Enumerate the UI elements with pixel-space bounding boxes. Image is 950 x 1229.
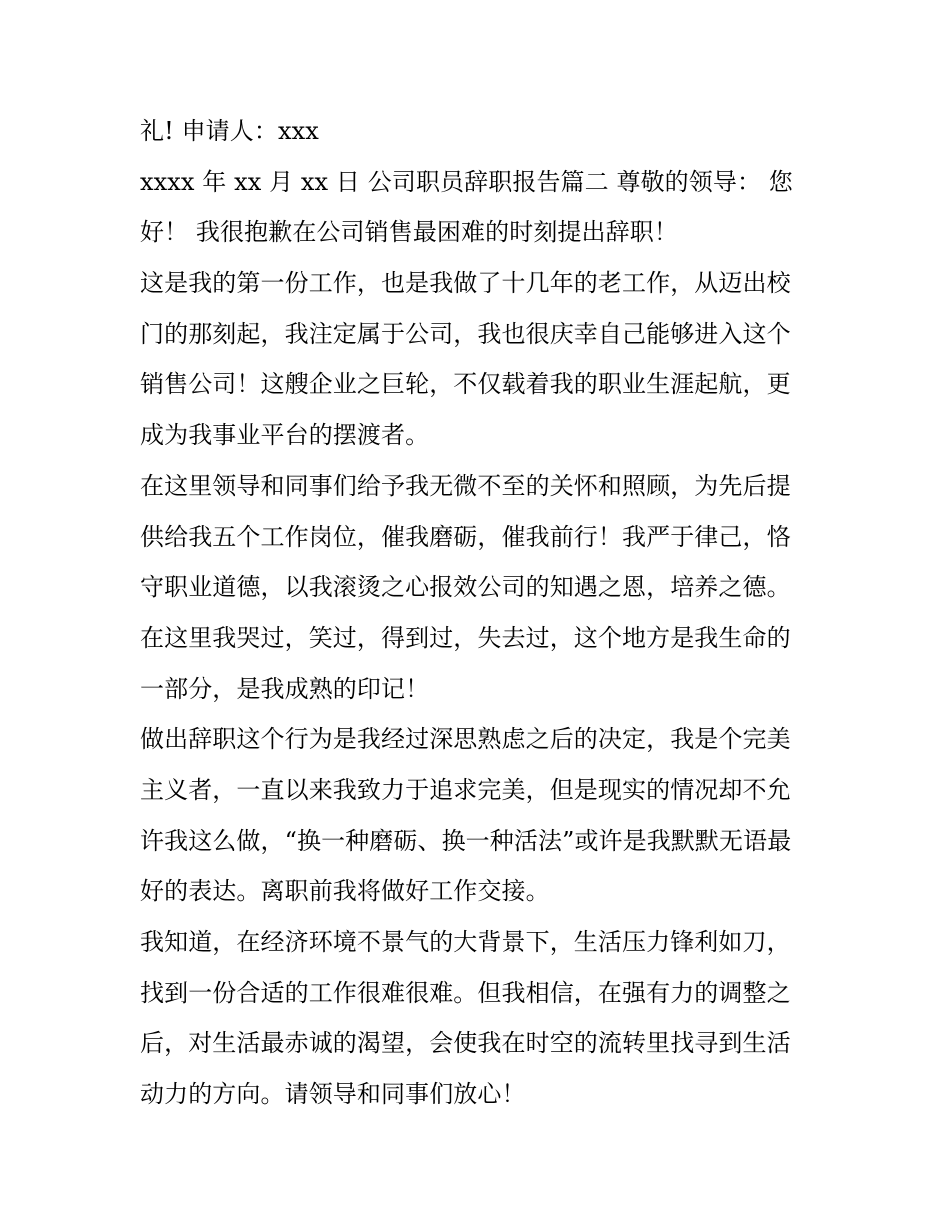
- text-line-15: 许我这么做，“换一种磨砺、换一种活法”或许是我默默无语最: [140, 826, 792, 855]
- text-line-13: 做出辞职这个行为是我经过深思熟虑之后的决定，我是个完美: [140, 725, 791, 754]
- text-line-17: 我知道，在经济环境不景气的大背景下，生活压力锋利如刀，: [140, 928, 791, 956]
- text-line-6: 销售公司！这艘企业之巨轮，不仅载着我的职业生涯起航，更: [140, 370, 791, 399]
- text-line-5: 门的那刻起，我注定属于公司，我也很庆幸自己能够进入这个: [140, 319, 791, 348]
- text-line-8: 在这里领导和同事们给予我无微不至的关怀和照顾，为先后提: [140, 471, 791, 500]
- text-line-11: 在这里我哭过，笑过，得到过，失去过，这个地方是我生命的: [140, 623, 791, 652]
- text-line-19: 后，对生活最赤诚的渴望，会使我在时空的流转里找寻到生活: [140, 1029, 791, 1058]
- document-body: [140, 106, 820, 1120]
- text-line-2: xxxx 年 xx 月 xx 日 公司职员辞职报告篇二 尊敬的领导： 您: [140, 167, 793, 196]
- text-line-18: 找到一份合适的工作很难很难。但我相信，在强有力的调整之: [140, 978, 791, 1007]
- text-line-7: 成为我事业平台的摆渡者。: [140, 421, 430, 450]
- text-line-20: 动力的方向。请领导和同事们放心！: [140, 1080, 526, 1109]
- text-line-1: 礼! 申请人：xxx: [140, 117, 319, 145]
- text-line-4: 这是我的第一份工作，也是我做了十几年的老工作，从迈出校: [140, 269, 791, 298]
- text-line-16: 好的表达。离职前我将做好工作交接。: [140, 877, 550, 906]
- text-line-14: 主义者，一直以来我致力于追求完美，但是现实的情况却不允: [140, 775, 791, 804]
- text-line-3: 好！ 我很抱歉在公司销售最困难的时刻提出辞职！: [140, 218, 678, 247]
- text-line-10: 守职业道德，以我滚烫之心报效公司的知遇之恩，培养之德。: [140, 573, 791, 602]
- text-line-9: 供给我五个工作岗位，催我磨砺，催我前行！我严于律己，恪: [140, 522, 791, 551]
- text-line-12: 一部分，是我成熟的印记！: [140, 674, 430, 703]
